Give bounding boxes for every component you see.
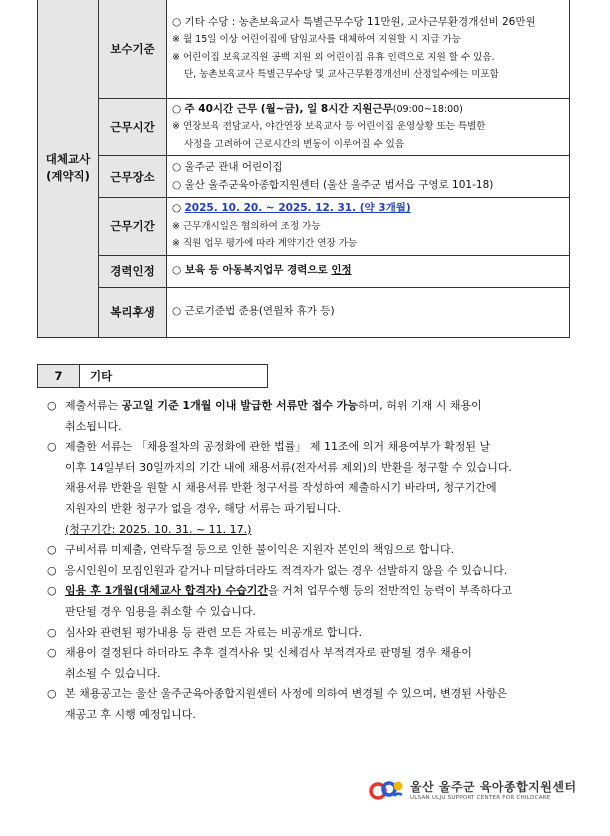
hours-value-cell — [167, 98, 570, 156]
pay-line-4: 단, 농촌보육교사 특별근무수당 및 교사근무환경개선비 산정일수에는 미포함 — [184, 69, 499, 81]
bullet-icon: ○ — [47, 399, 57, 412]
pay-line-3: ※ 어린이집 보육교직원 공백 지원 외 어린이집 유휴 인력으로 지원 할 수 있음. — [172, 51, 495, 63]
recruitment-table — [37, 0, 570, 338]
note-7-line-1: 채용이 결정된다 하더라도 추후 결격사유 및 신체검사 부적격자로 판명될 경우 채용이 — [65, 646, 472, 660]
welfare-line: ○ 근로기준법 준용(연월차 휴가 등) — [172, 305, 335, 318]
hours-label: 근무시간 — [110, 119, 155, 134]
welfare-label-cell — [99, 287, 167, 337]
bullet-icon: ○ — [47, 543, 57, 557]
pay-value-cell — [167, 0, 570, 98]
note-2-line-2: 이후 14일부터 30일까지의 기간 내에 채용서류(전자서류 제외)의 반환을 청구할 수 있습니다. — [65, 460, 512, 474]
period-value: 2025. 10. 20. ~ 2025. 12. 31. (약 3개월) — [184, 202, 411, 214]
bullet-icon: ○ — [47, 625, 57, 639]
note-5-line-2: 판단될 경우 임용을 취소할 수 있습니다. — [65, 604, 256, 618]
note-5-bold: 임용 후 1개월(대체교사 합격자) 수습기간 — [65, 584, 269, 598]
category-label: 대체교사 (계약직) — [45, 152, 91, 184]
note-1-pre: 제출서류는 — [65, 399, 122, 412]
career-label: 경력인정 — [110, 264, 155, 278]
period-label: 근무기간 — [110, 219, 155, 234]
welfare-value-cell — [167, 287, 570, 337]
hours-note-2: 사정을 고려하여 근로시간의 변동이 이루어질 수 있음 — [184, 138, 405, 150]
period-bullet: ○ — [172, 202, 185, 214]
note-change — [47, 684, 567, 725]
claim-period: (청구기간: 2025. 10. 31. ~ 11. 17.) — [65, 522, 252, 536]
pay-label-cell — [99, 0, 167, 98]
period-line-1 — [172, 200, 565, 218]
note-8-line-1: 본 채용공고는 울산 울주군육아종합지원센터 사정에 의하여 변경될 수 있으며, 변경된 사항은 — [65, 687, 508, 701]
hours-note-1: ※ 연장보육 전담교사, 야간연장 보육교사 등 어린이집 운영상황 또는 특별한 — [172, 121, 486, 132]
note-missing — [47, 540, 567, 561]
hours-time: (09:00~18:00) — [392, 103, 463, 115]
note-1-bold: 공고일 기준 1개월 이내 발급한 서류만 접수 가능 — [121, 399, 358, 412]
place-line-1: ○ 울주군 관내 어린이집 — [172, 161, 283, 173]
footer-text — [410, 778, 577, 801]
hours-main: 주 40시간 근무 (월~금), 일 8시간 지원근무 — [184, 102, 393, 115]
career-emph: 인정 — [331, 264, 352, 277]
place-label: 근무장소 — [110, 169, 155, 184]
note-return — [47, 437, 567, 519]
hours-line-1 — [172, 101, 565, 119]
note-4-text: 응시인원이 모집인원과 같거나 미달하더라도 적격자가 없는 경우 선발하지 않을 수 있습니다. — [65, 563, 508, 577]
bullet-icon: ○ — [47, 584, 57, 598]
hours-label-cell — [99, 98, 167, 156]
career-value-cell — [167, 255, 570, 287]
note-8-line-2: 재공고 후 시행 예정입니다. — [65, 707, 196, 721]
career-label-cell — [99, 255, 167, 287]
section-title: 기타 — [80, 364, 268, 388]
note-6-text: 심사와 관련된 평가내용 등 관련 모든 자료는 비공개로 합니다. — [65, 625, 363, 639]
bullet-icon: ○ — [47, 440, 57, 454]
notes-list — [47, 396, 567, 726]
note-2-line-3: 채용서류 반환을 원할 시 채용서류 반환 청구서를 작성하여 제출하시기 바라며, 청구기간에 — [65, 481, 497, 495]
note-1-post: 하며, 허위 기재 시 채용이 — [358, 399, 482, 412]
note-2-line-4: 지원자의 반환 청구가 없을 경우, 해당 서류는 파기됩니다. — [65, 501, 341, 515]
footer-brand — [368, 776, 577, 802]
period-value-cell — [167, 198, 570, 256]
note-7-line-2: 취소될 수 있습니다. — [65, 666, 161, 680]
career-bullet: ○ — [172, 264, 185, 277]
place-label-cell — [99, 156, 167, 198]
career-line — [172, 262, 565, 280]
place-line-2: ○ 울산 울주군육아종합지원센터 (울산 울주군 범서읍 구영로 101-18) — [172, 178, 494, 191]
note-probation — [47, 581, 567, 622]
note-confidential — [47, 623, 567, 644]
center-logo-icon — [368, 776, 406, 802]
note-disqualify — [47, 643, 567, 684]
period-label-cell — [99, 198, 167, 256]
bullet-icon: ○ — [47, 563, 57, 577]
note-2-line-1: 제출한 서류는 「채용절차의 공정화에 관한 법률」 제 11조에 의거 채용여부가 확정된 날 — [65, 440, 491, 454]
center-name: 울산 울주군 육아종합지원센터 — [410, 779, 577, 794]
bullet-icon: ○ — [47, 646, 57, 660]
pay-label: 보수기준 — [110, 41, 155, 56]
note-5-post: 을 거쳐 업무수행 등의 전반적인 능력이 부족하다고 — [268, 584, 513, 598]
pay-line-2: ※ 월 15일 이상 어린이집에 담임교사를 대체하여 지원할 시 지급 가능 — [172, 34, 461, 46]
career-text: 보육 등 아동복지업무 경력으로 — [184, 264, 332, 277]
note-selection — [47, 561, 567, 582]
period-note-2: ※ 직원 업무 평가에 따라 계약기간 연장 가능 — [172, 238, 358, 249]
hours-bullet: ○ — [172, 102, 185, 115]
note-documents — [47, 396, 567, 437]
period-note-1: ※ 근무개시일은 협의하여 조정 가능 — [172, 220, 321, 232]
welfare-label: 복리후생 — [110, 305, 155, 319]
bullet-icon: ○ — [47, 687, 57, 701]
pay-line-1: ○ 기타 수당 : 농촌보육교사 특별근무수당 11만원, 교사근무환경개선비 26만원 — [172, 15, 536, 28]
category-cell — [38, 0, 99, 337]
center-name-en: ULSAN ULJU SUPPORT CENTER FOR CHILDCARE — [410, 794, 551, 801]
section-number: 7 — [37, 364, 80, 388]
place-value-cell — [167, 156, 570, 198]
note-1-line-2: 취소됩니다. — [65, 419, 122, 433]
section-header — [37, 364, 268, 388]
note-3-text: 구비서류 미제출, 연락두절 등으로 인한 불이익은 지원자 본인의 책임으로 합니다. — [65, 543, 455, 557]
